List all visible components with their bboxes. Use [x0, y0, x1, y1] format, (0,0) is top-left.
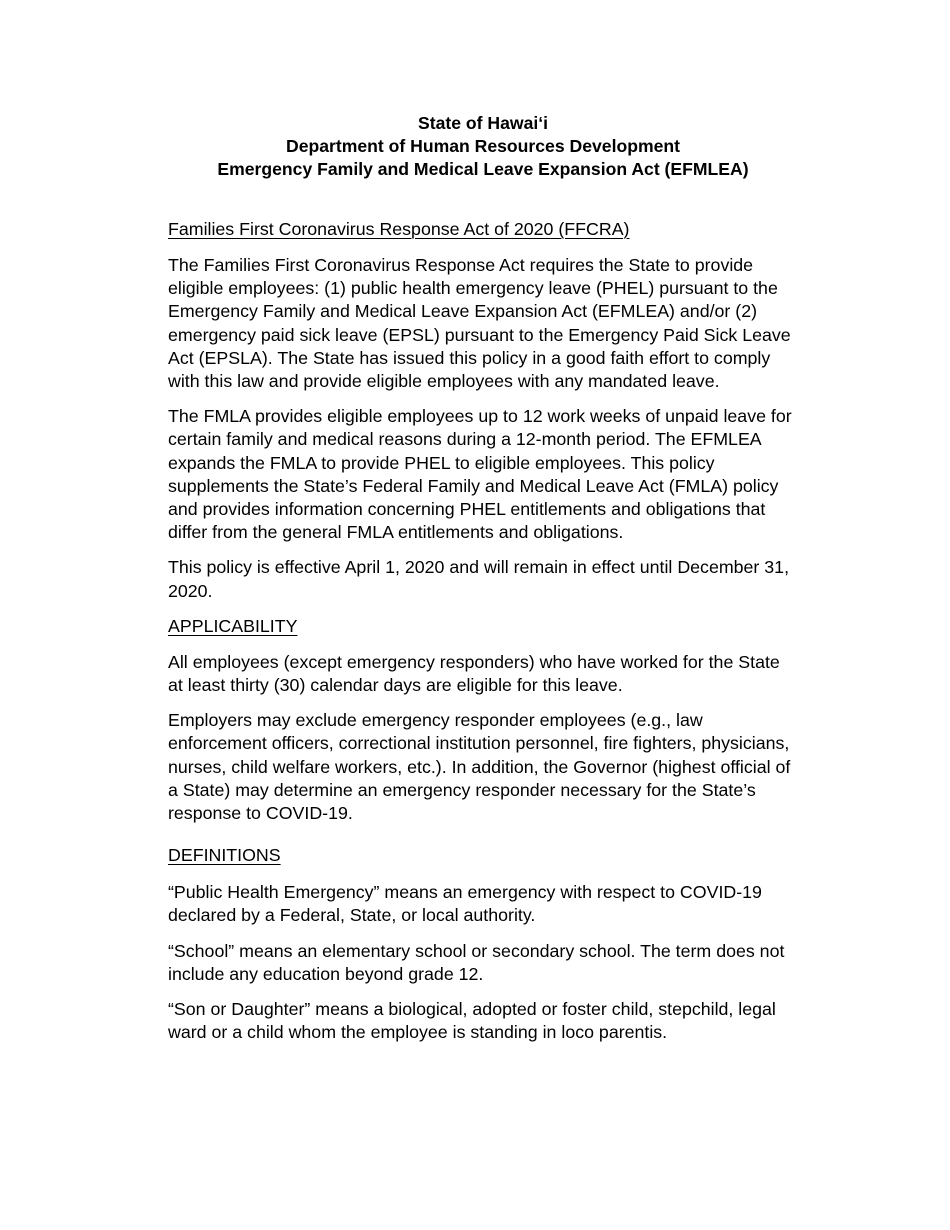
- header-policy-title: Emergency Family and Medical Leave Expansion Act (EFMLEA): [217, 159, 749, 179]
- document-header: [103, 112, 863, 181]
- applicability-paragraph-1: All employees (except emergency responders) who have worked for the State at least thirty (30) calendar days are eligible for this leave.: [168, 651, 780, 696]
- definition-son-or-daughter: “Son or Daughter” means a biological, adopted or foster child, stepchild, legal ward or a child whom the employee is standing in loco parentis.: [168, 999, 776, 1043]
- ffcra-paragraph-1: The Families First Coronavirus Response Act requires the State to provide eligible employees: (1) public health emergency leave (PHEL) pursuant to the Emergency Family and Medical Leave Expansion Act (EFMLEA) and/or (2) emergency paid sick leave (EPSL) pursuant to the Emergency Paid Sick Leave Act (EPSLA). The State has issued this policy in a good faith effort to comply with this law and provide eligible employees with any mandated leave.: [168, 255, 791, 392]
- applicability-heading: APPLICABILITY: [168, 615, 298, 636]
- definition-school: “School” means an elementary school or secondary school. The term does not include any education beyond grade 12.: [168, 940, 785, 984]
- applicability-paragraph-2: Employers may exclude emergency responder employees (e.g., law enforcement officers, correctional institution personnel, fire fighters, physicians, nurses, child welfare workers, etc.). In addition, the Governor (highest official of a State) may determine an emergency responder necessary for the State’s response to COVID-19.: [168, 710, 791, 824]
- ffcra-heading: Families First Coronavirus Response Act of 2020 (FFCRA): [168, 219, 630, 239]
- header-department-name: Department of Human Resources Development: [286, 136, 680, 156]
- definitions-heading: DEFINITIONS: [168, 845, 281, 866]
- definition-public-health-emergency: “Public Health Emergency” means an emergency with respect to COVID-19 declared by a Federal, State, or local authority.: [168, 882, 762, 926]
- document-page: [168, 112, 798, 1044]
- header-state-name: State of Hawai‘i: [417, 113, 549, 133]
- ffcra-paragraph-3: This policy is effective April 1, 2020 and will remain in effect until December 31, 2020.: [168, 557, 790, 601]
- ffcra-paragraph-2: The FMLA provides eligible employees up to 12 work weeks of unpaid leave for certain family and medical reasons during a 12-month period. The EFMLEA expands the FMLA to provide PHEL to eligible employees. This policy supplements the State’s Federal Family and Medical Leave Act (FMLA) policy and provides information concerning PHEL entitlements and obligations that differ from the general FMLA entitlements and obligations.: [168, 406, 792, 543]
